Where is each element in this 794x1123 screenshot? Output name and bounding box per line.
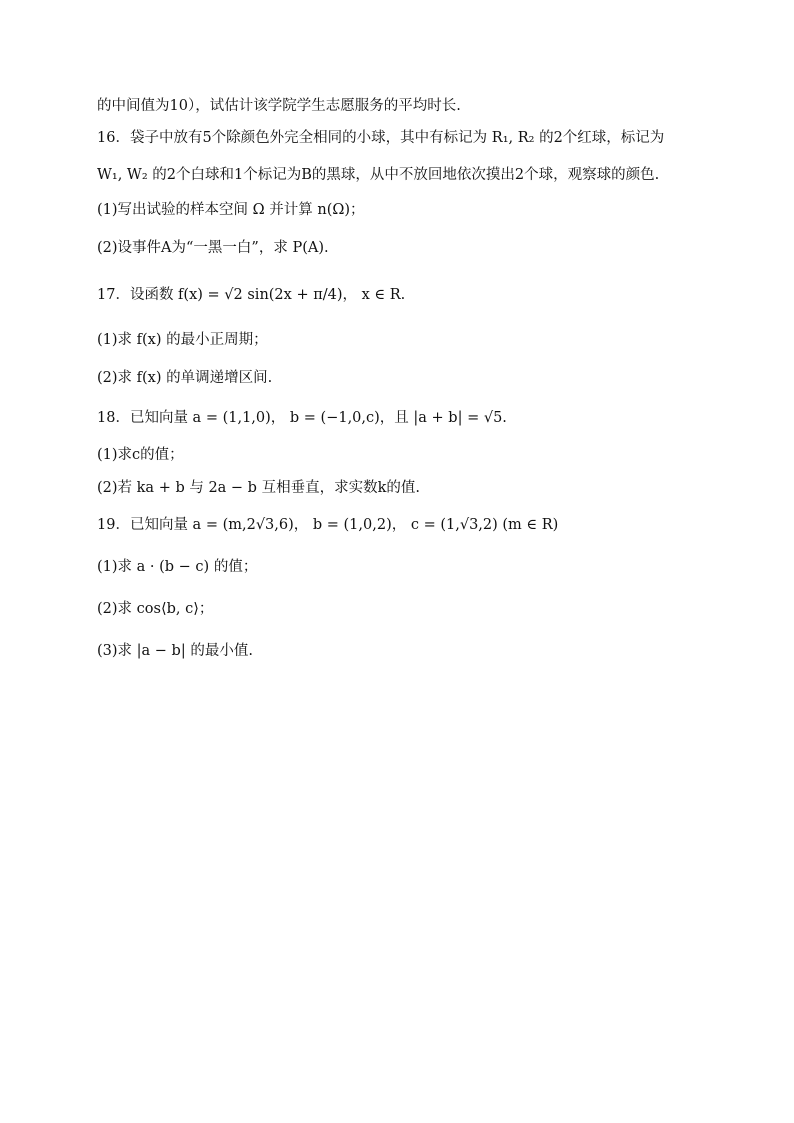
sub-question: (2)求 cos⟨b, c⟩； xyxy=(97,601,214,617)
sub-question: (1)写出试验的样本空间 Ω 并计算 n(Ω)； xyxy=(97,202,365,218)
question-18: 18．已知向量 a = (1,1,0)， b = (−1,0,c)，且 |a + b| = √5. xyxy=(97,410,507,426)
sub-question: (2)设事件A为“一黑一白”，求 P(A). xyxy=(97,240,329,256)
sub-question: (2)若 ka + b 与 2a − b 互相垂直，求实数k的值. xyxy=(97,480,420,496)
text-line: W₁, W₂ 的2个白球和1个标记为B的黑球，从中不放回地依次摸出2个球，观察球的颜色. xyxy=(97,167,660,183)
sub-question: (3)求 |a − b| 的最小值. xyxy=(97,643,253,659)
question-16: 16．袋子中放有5个除颜色外完全相同的小球，其中有标记为 R₁, R₂ 的2个红球，标记为 xyxy=(97,130,665,146)
question-17: 17．设函数 f(x) = √2 sin(2x + π/4)， x ∈ R. xyxy=(97,287,406,303)
sub-question: (1)求c的值； xyxy=(97,447,184,463)
sub-question: (1)求 f(x) 的最小正周期； xyxy=(97,332,268,348)
question-19: 19．已知向量 a = (m,2√3,6)， b = (1,0,2)， c = (1,√3,2) (m ∈ R) xyxy=(97,517,559,533)
sub-question: (2)求 f(x) 的单调递增区间. xyxy=(97,370,273,386)
text-line: 的中间值为10），试估计该学院学生志愿服务的平均时长. xyxy=(97,98,461,114)
sub-question: (1)求 a · (b − c) 的值； xyxy=(97,559,258,575)
